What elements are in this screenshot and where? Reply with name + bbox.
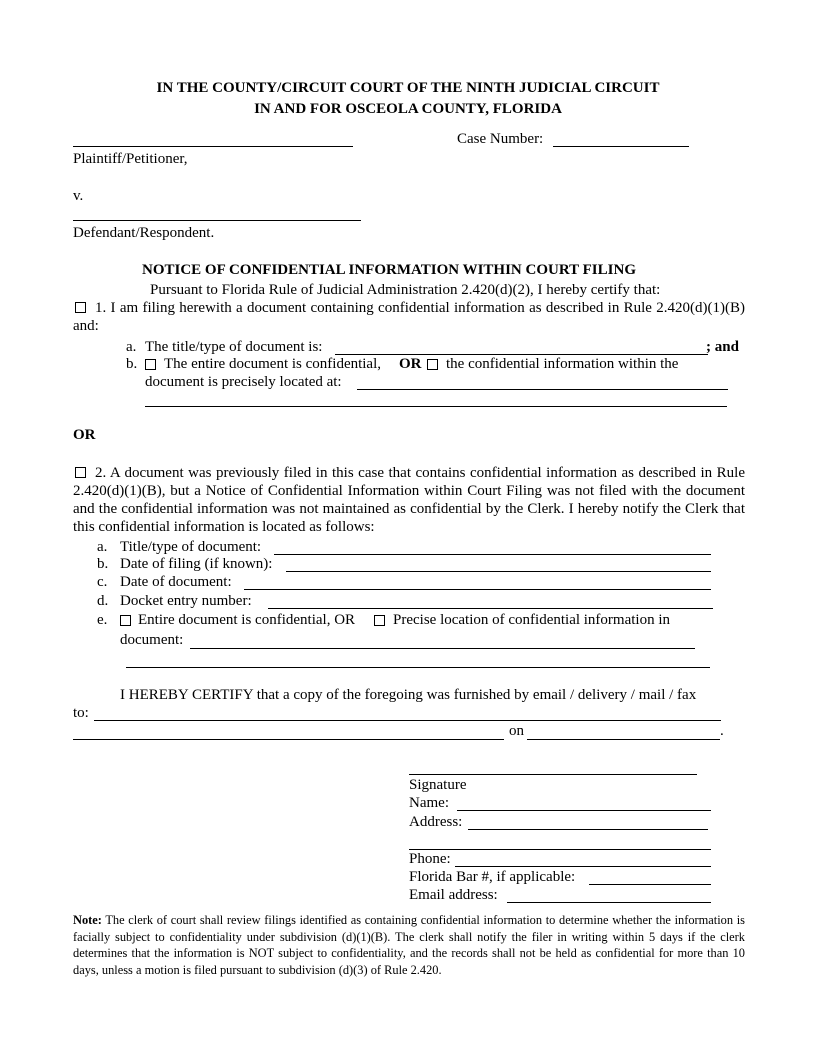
recipient-line-2[interactable] — [73, 739, 504, 740]
signature-label: Signature — [409, 777, 467, 793]
option2-c-label: c. — [97, 574, 108, 590]
notice-intro: Pursuant to Florida Rule of Judicial Administration 2.420(d)(2), I hereby certify that: — [150, 282, 661, 298]
option1-a-text: The title/type of document is: — [145, 339, 323, 355]
option2-e-text3: document: — [120, 632, 184, 648]
location-detail-line-2[interactable] — [126, 667, 710, 668]
court-heading-line2: IN AND FOR OSCEOLA COUNTY, FLORIDA — [254, 101, 562, 117]
signature-line[interactable] — [409, 774, 697, 775]
address-line-1[interactable] — [468, 829, 708, 830]
option1-b-text1: The entire document is confidential, — [164, 356, 382, 372]
option1-a-label: a. — [126, 339, 137, 355]
document-title-line[interactable] — [335, 354, 708, 355]
case-number-label: Case Number: — [457, 131, 544, 147]
option1-b-text2: the confidential information within the — [446, 356, 679, 372]
case-number-line[interactable] — [553, 146, 689, 147]
defendant-name-line[interactable] — [73, 220, 361, 221]
phone-label: Phone: — [409, 851, 451, 867]
service-date-line[interactable] — [527, 739, 720, 740]
option1-a-and: ; and — [706, 339, 739, 355]
florida-bar-label: Florida Bar #, if applicable: — [409, 869, 576, 885]
option2-a-label: a. — [97, 539, 108, 555]
option2-a-text: Title/type of document: — [120, 539, 262, 555]
name-line[interactable] — [457, 810, 711, 811]
defendant-label: Defendant/Respondent. — [73, 225, 215, 241]
option2-b-text: Date of filing (if known): — [120, 556, 273, 572]
location-line-2[interactable] — [145, 406, 727, 407]
entire-confidential-checkbox[interactable] — [120, 615, 131, 626]
option1-b-or: OR — [399, 356, 422, 372]
footnote — [73, 912, 745, 978]
versus-label: v. — [73, 188, 84, 204]
footnote-label: Note: — [73, 913, 102, 927]
option2-e-text2: Precise location of confidential information in — [393, 612, 671, 628]
location-line-1[interactable] — [357, 389, 728, 390]
option2-text: 2. A document was previously filed in this case that contains confidential information as described in Rule 2.420(d)(1)(B), but a Notice of Confidential Information within Court Filing was not filed with the document and the confidential information was not maintained as confidential by the Clerk. I hereby notify the Clerk that this confidential information is located as follows: — [73, 465, 745, 535]
location-detail-line-1[interactable] — [190, 648, 695, 649]
option2-e-text1: Entire document is confidential, OR — [138, 612, 356, 628]
option2-b-label: b. — [97, 556, 109, 572]
option2-c-text: Date of document: — [120, 574, 232, 590]
plaintiff-label: Plaintiff/Petitioner, — [73, 151, 188, 167]
phone-line[interactable] — [455, 866, 711, 867]
address-label: Address: — [409, 814, 463, 830]
certificate-on-label: on — [509, 723, 524, 739]
notice-title: NOTICE OF CONFIDENTIAL INFORMATION WITHIN COURT FILING — [142, 262, 636, 278]
docket-entry-line[interactable] — [268, 608, 713, 609]
option2-e-label: e. — [97, 612, 108, 628]
certificate-to-label: to: — [73, 705, 89, 721]
footnote-text: The clerk of court shall review filings identified as containing confidential information to determine whether the information is facially subject to confidentiality under subdivision (d)(1)(B). The clerk shall notify the filer in writing within 5 days if the clerk determines that the information is NOT subject to confidentiality, and the records shall not be held as confidential for more than 10 days, unless a motion is filed pursuant to subdivision (d)(3) of Rule 2.420. — [73, 913, 746, 977]
option2-d-label: d. — [97, 593, 109, 609]
precise-location-checkbox-2[interactable] — [374, 615, 385, 626]
precise-location-checkbox[interactable] — [427, 359, 438, 370]
email-label: Email address: — [409, 887, 498, 903]
title-type-line[interactable] — [274, 554, 711, 555]
option1-b-label: b. — [126, 356, 138, 372]
email-line[interactable] — [507, 902, 711, 903]
address-line-2[interactable] — [409, 849, 711, 850]
option1-b-text3: document is precisely located at: — [145, 374, 342, 390]
entire-document-checkbox[interactable] — [145, 359, 156, 370]
florida-bar-line[interactable] — [589, 884, 711, 885]
date-of-filing-line[interactable] — [286, 571, 711, 572]
plaintiff-name-line[interactable] — [73, 146, 353, 147]
option2-d-text: Docket entry number: — [120, 593, 252, 609]
court-heading-line1: IN THE COUNTY/CIRCUIT COURT OF THE NINTH JUDICIAL CIRCUIT — [156, 80, 660, 96]
certificate-period: . — [720, 723, 724, 739]
certificate-text: I HEREBY CERTIFY that a copy of the foregoing was furnished by email / delivery / mail / fax — [120, 687, 697, 703]
date-of-document-line[interactable] — [244, 589, 711, 590]
name-label: Name: — [409, 795, 449, 811]
recipient-line-1[interactable] — [94, 720, 721, 721]
option1-text: 1. I am filing herewith a document containing confidential information as described in Rule 2.420(d)(1)(B) and: — [73, 300, 745, 334]
or-separator: OR — [73, 427, 96, 443]
